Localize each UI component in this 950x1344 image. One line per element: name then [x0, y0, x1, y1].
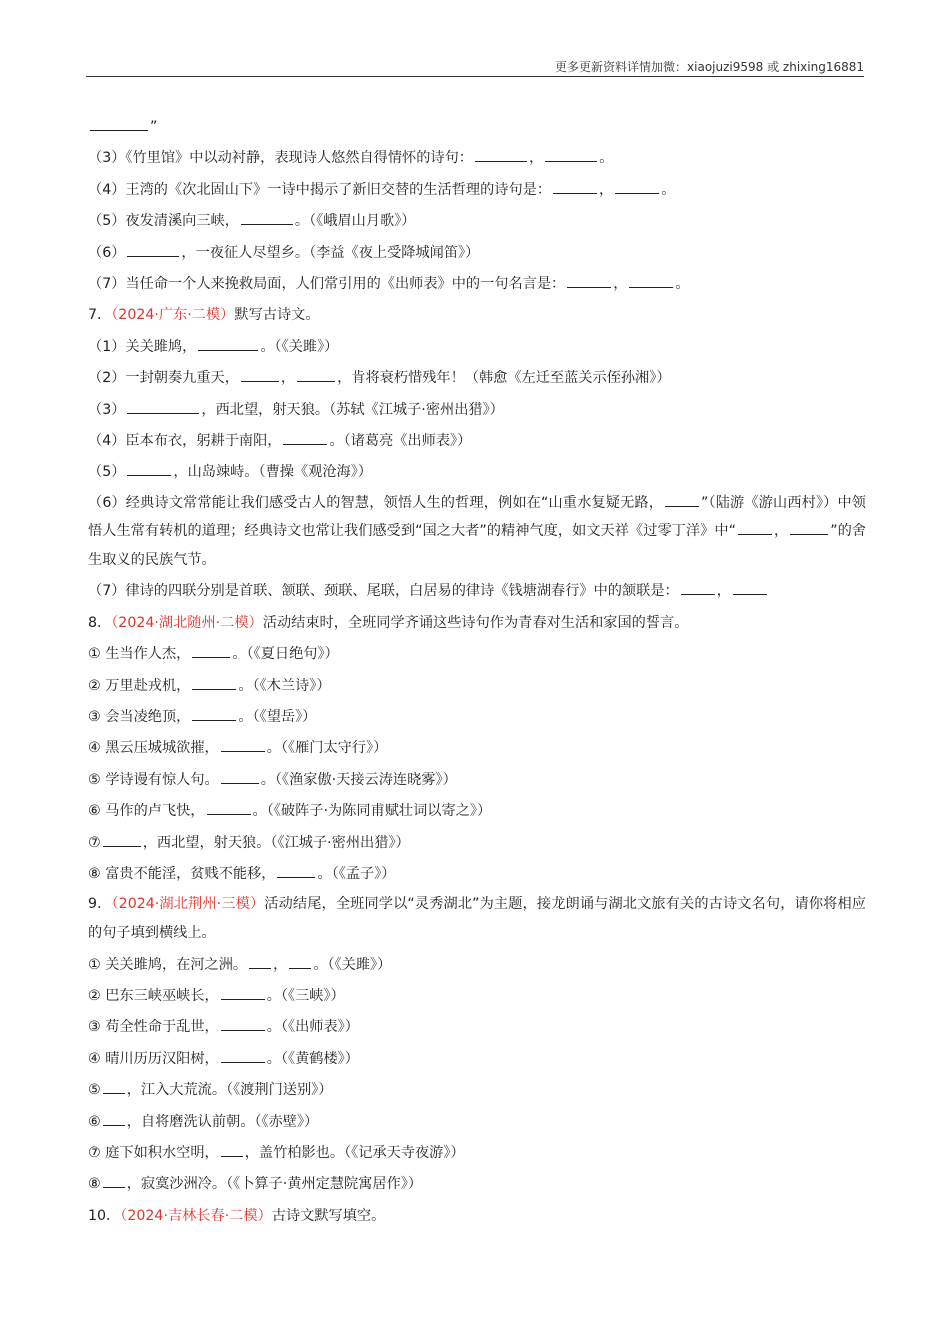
answer-blank[interactable] [192, 656, 230, 658]
answer-blank[interactable] [283, 443, 327, 445]
question-line: ⑦ 庭下如积水空明， ，盖竹柏影也。（《记承天寺夜游》） [88, 1144, 465, 1161]
question-line: ② 巴东三峡巫峡长， 。（《三峡》） [88, 987, 345, 1004]
question-line: ⑥ ，自将磨洗认前朝。（《赤壁》） [88, 1113, 319, 1130]
answer-blank[interactable] [103, 1092, 125, 1094]
question-line: ④ 黑云压城城欲摧， 。（《雁门太守行》） [88, 740, 388, 757]
question-line: （6） ，一夜征人尽望乡。（李益《夜上受降城闻笛》） [88, 244, 480, 261]
source-tag: （2024·吉林长春·二模） [120, 1207, 272, 1224]
answer-blank[interactable] [567, 286, 611, 288]
answer-blank[interactable] [198, 349, 258, 351]
answer-blank[interactable] [207, 813, 251, 815]
answer-blank[interactable] [738, 533, 772, 535]
header-text: 更多更新资料详情加微：xiaojuzi9598 或 zhixing16881 [555, 60, 864, 74]
answer-blank[interactable] [297, 380, 335, 382]
question-line: ⑦ ，西北望，射天狼。（《江城子·密州出猎》） [88, 834, 410, 851]
question-line: （4）臣本布衣，躬耕于南阳， 。（诸葛亮《出师表》） [88, 432, 472, 449]
question-line: ⑥ 马作的卢飞快， 。（《破阵子·为陈同甫赋壮词以寄之》） [88, 803, 492, 820]
question-line: （3）《竹里馆》中以动衬静，表现诗人悠然自得情怀的诗句： ， 。 [88, 150, 614, 167]
continued-line: ” [88, 112, 866, 143]
section-heading: 8．（2024·湖北随州·二模）活动结束时，全班同学齐诵这些诗句作为青春对生活和家国的誓言。 [88, 614, 689, 631]
answer-blank[interactable] [221, 782, 259, 784]
answer-blank[interactable] [681, 593, 715, 595]
answer-blank[interactable] [103, 1124, 125, 1126]
question-line: ⑤ ，江入大荒流。（《渡荆门送别》） [88, 1082, 333, 1099]
answer-blank[interactable] [241, 380, 279, 382]
answer-blank[interactable] [733, 593, 767, 595]
document-body [88, 112, 866, 1232]
question-line: （7）当任命一个人来挽救局面，人们常引用的《出师表》中的一句名言是： ， 。 [88, 275, 690, 292]
question-paragraph: （6）经典诗文常常能让我们感受古人的智慧，领悟人生的哲理，例如在“山重水复疑无路， ”（陆游《游山西村》）中领悟人生常有转机的道理；经典诗文也常让我们感受到“国之大者”的精神气度，如文天祥《过零丁洋》中“ ， ”的舍生取义的民族气节。 [88, 494, 866, 568]
source-tag: （2024·湖北随州·二模） [111, 614, 263, 631]
answer-blank[interactable] [545, 160, 597, 162]
question-line: （2）一封朝奏九重天， ， ，肯将衰朽惜残年！（韩愈《左迁至蓝关示侄孙湘》） [88, 370, 671, 387]
answer-blank[interactable] [221, 750, 265, 752]
answer-blank[interactable] [90, 129, 148, 131]
question-line: （7）律诗的四联分别是首联、颔联、颈联、尾联，白居易的律诗《钱塘湖春行》中的颔联是： ， [88, 576, 866, 607]
question-line: （1）关关雎鸠， 。（《关雎》） [88, 338, 339, 355]
answer-blank[interactable] [221, 1061, 265, 1063]
section-heading: 7．（2024·广东·二模）默写古诗文。 [88, 307, 320, 324]
answer-blank[interactable] [221, 1155, 243, 1157]
answer-blank[interactable] [103, 845, 141, 847]
answer-blank[interactable] [553, 192, 597, 194]
answer-blank[interactable] [249, 967, 271, 969]
question-line: ③ 苟全性命于乱世， 。（《出师表》） [88, 1019, 359, 1036]
answer-blank[interactable] [221, 998, 265, 1000]
question-line: ③ 会当凌绝顶， 。（《望岳》） [88, 709, 317, 726]
source-tag: （2024·湖北荆州·三模） [111, 896, 265, 913]
question-line: （5）夜发清溪向三峡， 。（《峨眉山月歌》） [88, 213, 416, 230]
page-header [86, 56, 864, 77]
question-line: （5） ，山岛竦峙。（曹操《观沧海》） [88, 464, 373, 481]
question-line: ② 万里赴戎机， 。（《木兰诗》） [88, 677, 331, 694]
answer-blank[interactable] [790, 533, 828, 535]
answer-blank[interactable] [192, 719, 236, 721]
question-line: （4）王湾的《次北固山下》一诗中揭示了新旧交替的生活哲理的诗句是： ， 。 [88, 181, 676, 198]
answer-blank[interactable] [629, 286, 673, 288]
answer-blank[interactable] [615, 192, 659, 194]
answer-blank[interactable] [192, 688, 236, 690]
question-line: ⑧ ，寂寞沙洲冷。（《卜算子·黄州定慧院寓居作》） [88, 1176, 423, 1193]
answer-blank[interactable] [241, 223, 293, 225]
question-line: ④ 晴川历历汉阳树， 。（《黄鹤楼》） [88, 1050, 359, 1067]
section-heading: 9．（2024·湖北荆州·三模）活动结尾，全班同学以“灵秀湖北”为主题，接龙朗诵与湖北文旅有关的古诗文名句，请你将相应的句子填到横线上。 [88, 896, 866, 941]
question-line: ⑤ 学诗谩有惊人句。 。（《渔家傲·天接云涛连晓雾》） [88, 771, 457, 788]
answer-blank[interactable] [103, 1186, 125, 1188]
question-line: ① 生当作人杰， 。（《夏日绝句》） [88, 646, 339, 663]
answer-blank[interactable] [665, 505, 699, 507]
question-line: ① 关关雎鸠，在河之洲。 ， 。（《关雎》） [88, 956, 392, 973]
answer-blank[interactable] [289, 967, 311, 969]
answer-blank[interactable] [127, 474, 171, 476]
question-line: ⑧ 富贵不能淫，贫贱不能移， 。（《孟子》） [88, 865, 396, 882]
answer-blank[interactable] [221, 1029, 265, 1031]
answer-blank[interactable] [277, 876, 315, 878]
answer-blank[interactable] [127, 412, 199, 414]
source-tag: （2024·广东·二模） [111, 307, 235, 324]
answer-blank[interactable] [127, 255, 179, 257]
question-line: （3） ，西北望，射天狼。（苏轼《江城子·密州出猎》） [88, 401, 504, 418]
answer-blank[interactable] [475, 160, 527, 162]
section-heading: 10．（2024·吉林长春·二模）古诗文默写填空。 [88, 1207, 386, 1224]
